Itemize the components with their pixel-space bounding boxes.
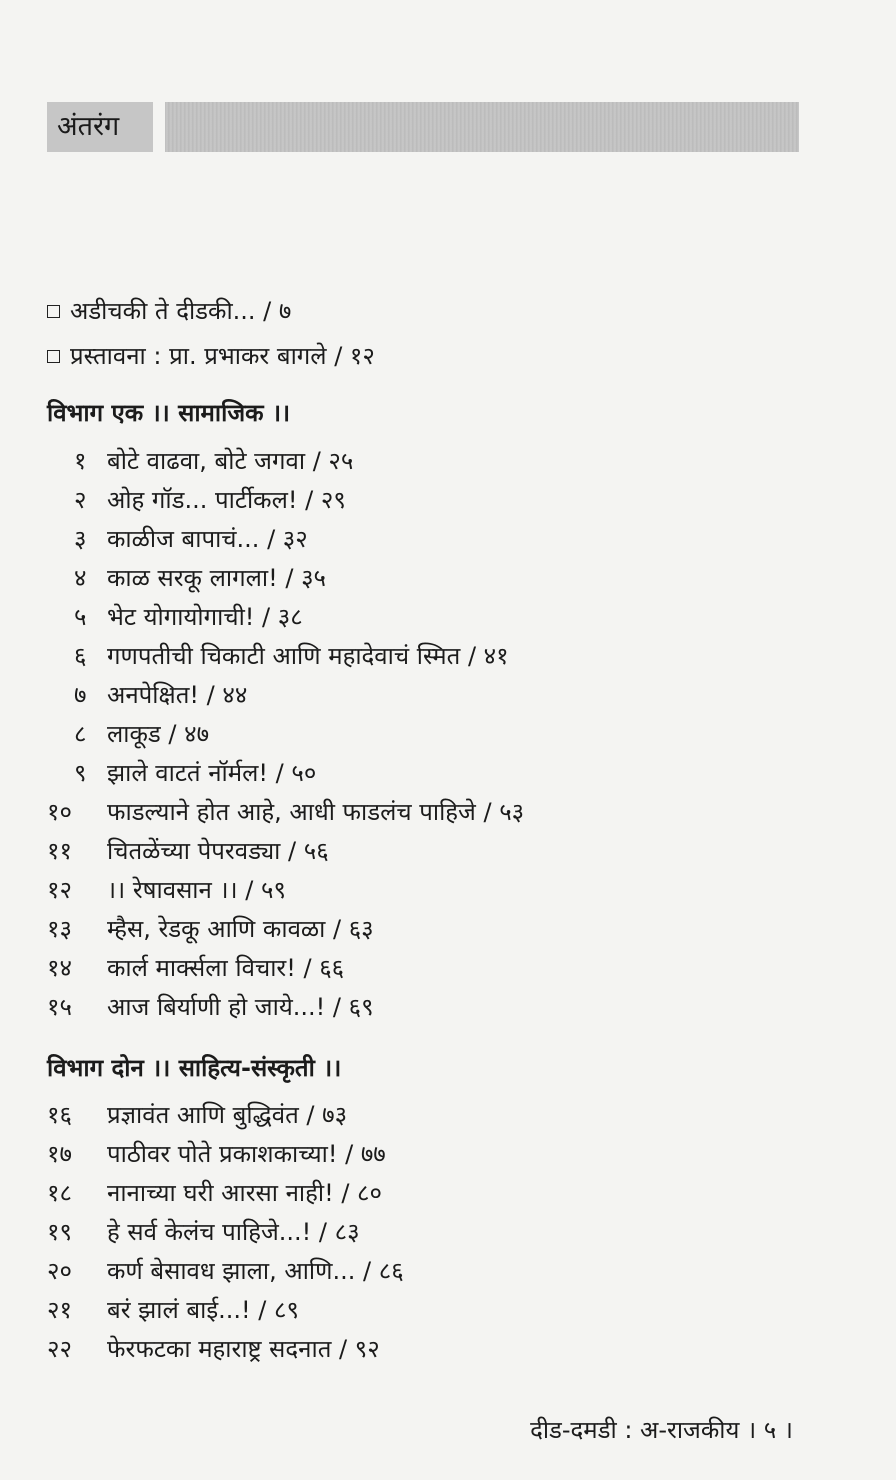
- toc-entry: [47, 522, 308, 556]
- entry-number: १: [74, 447, 87, 475]
- entry-number: १९: [47, 1218, 72, 1246]
- toc-entry: [47, 1137, 386, 1171]
- entry-title: कर्ण बेसावध झाला, आणि... / ८६: [107, 1257, 404, 1285]
- toc-entry: [47, 990, 374, 1024]
- entry-title: काळीज बापाचं... / ३२: [107, 525, 308, 553]
- entry-number: १३: [47, 915, 72, 943]
- entry-title: प्रज्ञावंत आणि बुद्धिवंत / ७३: [107, 1101, 348, 1129]
- entry-number: २१: [47, 1296, 72, 1324]
- toc-entry: [47, 444, 353, 478]
- entry-title: अनपेक्षित! / ४४: [107, 681, 248, 709]
- entry-number: ५: [74, 603, 87, 631]
- entry-title: बोटे वाढवा, बोटे जगवा / २५: [107, 447, 354, 475]
- toc-entry: [47, 1332, 380, 1366]
- entry-number: १६: [47, 1101, 72, 1129]
- entry-number: ८: [74, 720, 87, 748]
- entry-number: १७: [47, 1140, 72, 1168]
- entry-title: ।। रेषावसान ।। / ५९: [107, 876, 286, 904]
- entry-number: १५: [47, 993, 72, 1021]
- entry-number: ११: [47, 837, 72, 865]
- entry-title: बरं झालं बाई...! / ८९: [107, 1296, 299, 1324]
- entry-number: १०: [47, 798, 72, 826]
- checkbox-square-icon: [47, 305, 60, 318]
- toc-entry: [47, 873, 286, 907]
- toc-entry: [47, 561, 326, 595]
- contents-header: [47, 102, 799, 152]
- toc-entry: [47, 717, 209, 751]
- entry-number: २: [74, 486, 87, 514]
- toc-prelim-item: प्रस्तावना : प्रा. प्रभाकर बागले / १२: [47, 339, 375, 373]
- entry-title: भेट योगायोगाची! / ३८: [107, 603, 303, 631]
- toc-entry: [47, 1254, 404, 1288]
- toc-prelim-item: अडीचकी ते दीडकी... / ७: [47, 294, 291, 328]
- toc-entry: [47, 483, 346, 517]
- entry-title: आज बिर्याणी हो जाये...! / ६९: [107, 993, 374, 1021]
- toc-entry: [47, 912, 374, 946]
- entry-number: ४: [74, 564, 87, 592]
- entry-number: १२: [47, 876, 72, 904]
- entry-number: ७: [74, 681, 87, 709]
- toc-entry: [47, 795, 524, 829]
- entry-title: झाले वाटतं नॉर्मल! / ५०: [107, 759, 317, 787]
- checkbox-square-icon: [47, 350, 60, 363]
- toc-entry: [47, 834, 329, 868]
- entry-title: फेरफटका महाराष्ट्र सदनात / ९२: [107, 1335, 380, 1363]
- toc-entry: [47, 678, 247, 712]
- entry-title: फाडल्याने होत आहे, आधी फाडलंच पाहिजे / ५३: [107, 798, 525, 826]
- entry-title: म्हैस, रेडकू आणि कावळा / ६३: [107, 915, 374, 943]
- contents-title: अंतरंग: [47, 102, 153, 152]
- entry-title: गणपतीची चिकाटी आणि महादेवाचं स्मित / ४१: [107, 642, 509, 670]
- entry-title: लाकूड / ४७: [107, 720, 210, 748]
- entry-number: १८: [47, 1179, 72, 1207]
- toc-entry: [47, 1293, 299, 1327]
- header-shaded-bar: [165, 102, 799, 152]
- entry-title: कार्ल मार्क्सला विचार! / ६६: [107, 954, 345, 982]
- toc-entry: [47, 1215, 360, 1249]
- entry-number: २२: [47, 1335, 72, 1363]
- section-heading: विभाग एक ।। सामाजिक ।।: [47, 399, 291, 427]
- entry-title: ओह गॉड... पार्टीकल! / २९: [107, 486, 346, 514]
- entry-number: ३: [74, 525, 87, 553]
- entry-number: ९: [74, 759, 87, 787]
- entry-title: नानाच्या घरी आरसा नाही! / ८०: [107, 1179, 383, 1207]
- toc-entry: [47, 951, 344, 985]
- toc-entry: [47, 639, 509, 673]
- toc-entry: [47, 756, 316, 790]
- entry-title: काळ सरकू लागला! / ३५: [107, 564, 327, 592]
- entry-number: ६: [74, 642, 87, 670]
- section-heading: विभाग दोन ।। साहित्य-संस्कृती ।।: [47, 1054, 342, 1082]
- entry-number: २०: [47, 1257, 72, 1285]
- toc-entry: [47, 1098, 347, 1132]
- entry-title: हे सर्व केलंच पाहिजे...! / ८३: [107, 1218, 360, 1246]
- entry-title: चितळेंच्या पेपरवड्या / ५६: [107, 837, 329, 865]
- toc-entry: [47, 1176, 382, 1210]
- entry-number: १४: [47, 954, 72, 982]
- entry-title: पाठीवर पोते प्रकाशकाच्या! / ७७: [107, 1140, 386, 1168]
- toc-entry: [47, 600, 303, 634]
- page-footer: दीड-दमडी : अ-राजकीय । ५ ।: [530, 1416, 793, 1444]
